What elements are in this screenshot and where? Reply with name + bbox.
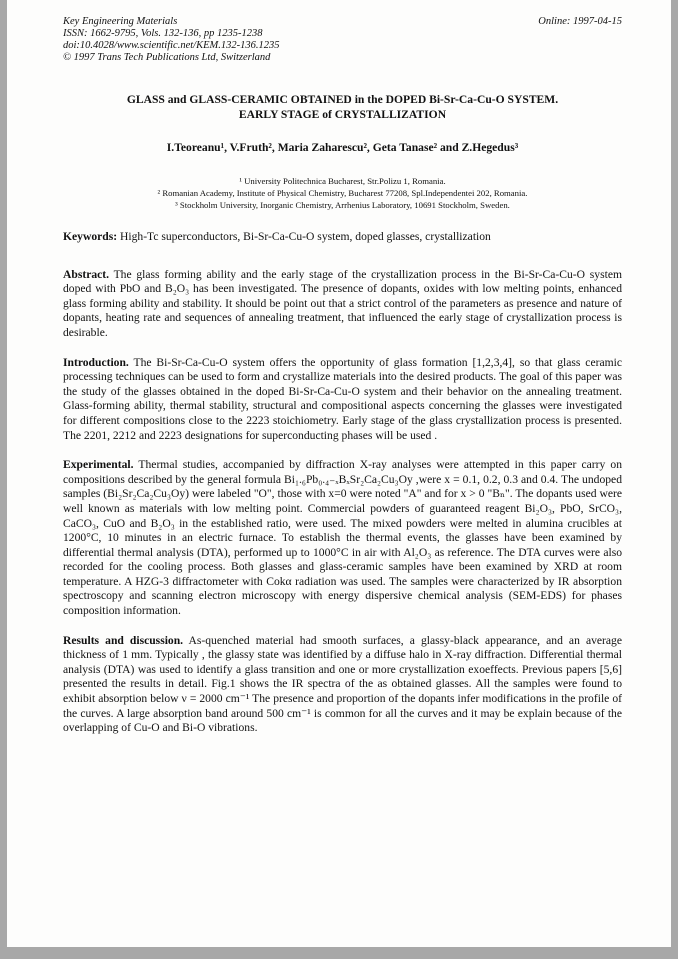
paper-title-line-1: GLASS and GLASS-CERAMIC OBTAINED in the DOPED Bi-Sr-Ca-Cu-O SYSTEM.: [126, 93, 559, 106]
section-text-experimental: Thermal studies, accompanied by diffraction X-ray analyses were attempted in this paper carry on compositions described by the general formula Bi₁.₆Pb₀.₄₋ₓBₓSr₂Ca₂Cu₃Oy ,were x = 0.1, 0.2, 0.3 and 0.4. The undoped samples (Bi₂Sr₂Ca₂Cu₃Oy) were labeled "O", those with x=0 were noted "A" and for x > 0 "Bₙ". The dopants used were well known as materials with low melting point. Commercial powders of guaranteed reagent Bi₂O₃, PbO, SrCO₃, CaCO₃, CuO and B₂O₃ in the established ratio, were used. The mixed powders were melted in alumina crucibles at 1200°C, 10 minutes in an electric furnace. To establish the thermal events, the glasses have been examined by differential thermal analysis (DTA), performed up to 1000°C in air with Al₂O₃ as reference. The DTA curves were also recorded for the cooling process. Both glasses and glass-ceramic samples have been examined by XRD at room temperature. A HZG-3 diffractometer with Cokα radiation was used. The samples were characterized by IR absorption spectroscopy and scanning electron microscopy with energy dispersive chemical analysis (SEM-EDS) for phases composition information.: [63, 458, 622, 618]
section-text-abstract: The glass forming ability and the early stage of the crystallization process in the Bi-Sr-Ca-Cu-O system doped with PbO and B₂O₃ has been investigated. The presence of dopants, oxides with low melting points, enhanced glass forming ability and stability. It should be point out that a strict control of the parameters as presence and nature of dopants, heating rate and sequences of annealing treatment, that influenced the early stage of crystallization process is desirable.: [63, 267, 622, 339]
section-experimental: [63, 458, 622, 619]
section-abstract: [63, 268, 622, 341]
journal-header-left: [63, 16, 280, 64]
section-introduction: [63, 356, 622, 444]
keywords-text: High-Tc superconductors, Bi-Sr-Ca-Cu-O system, doped glasses, crystallization: [117, 230, 491, 243]
authors-line: I.Teoreanu¹, V.Fruth², Maria Zaharescu², Geta Tanase² and Z.Hegedus³: [166, 141, 519, 154]
journal-header: [63, 16, 622, 64]
affiliation-3: ³ Stockholm University, Inorganic Chemistry, Arrhenius Laboratory, 10691 Stockholm, Sweden.: [175, 200, 510, 210]
section-text-introduction: The Bi-Sr-Ca-Cu-O system offers the opportunity of glass formation [1,2,3,4], so that glass ceramic processing techniques can be used to form and crystallize materials into the desired products. The goal of this paper was the study of the glasses obtained in the doped Bi-Sr-Ca-Cu-O system and their behavior on the annealing treatment. Glass-forming ability, thermal stability, structural and compositional aspects concerning the glasses were investigated for different compositions close to the 2223 stoichiometry. Early stage of the glass crystallization process is presented. The 2201, 2212 and 2223 designations for superconducting phases will be used .: [63, 355, 622, 442]
paper-page: [7, 0, 671, 947]
affiliation-1: ¹ University Politechnica Bucharest, Str.Polizu 1, Romania.: [239, 176, 446, 186]
journal-title: Key Engineering Materials: [63, 16, 178, 27]
doi-line: doi:10.4028/www.scientific.net/KEM.132-136.1235: [63, 40, 280, 51]
section-heading-results: Results and discussion.: [63, 633, 184, 647]
paper-title-line-2: EARLY STAGE of CRYSTALLIZATION: [238, 108, 447, 121]
section-heading-abstract: Abstract.: [63, 267, 110, 281]
section-heading-experimental: Experimental.: [63, 458, 134, 472]
affiliations-block: [63, 175, 622, 211]
section-results: [63, 634, 622, 736]
keywords-label: Keywords:: [63, 230, 118, 243]
affiliation-2: ² Romanian Academy, Institute of Physical Chemistry, Bucharest 77208, Spl.Independentei 202, Romania.: [157, 188, 528, 198]
section-heading-introduction: Introduction.: [63, 355, 129, 369]
section-text-results: As-quenched material had smooth surfaces, a glassy-black appearance, and an average thickness of 1 mm. Typically , the glassy state was identified by a diffuse halo in X-ray diffraction. Differential thermal analysis (DTA) was used to identify a glass transition and one or more crystallization exoeffects. Previous papers [5,6] presented the results in detail. Fig.1 shows the IR spectra of the as obtained glasses. All the samples were found to exhibit absorption below ν = 2000 cm⁻¹ The presence and proportion of the dopants infer modifications in the profile of the curves. A large absorption band around 500 cm⁻¹ is common for all the curves and it may be explain because of the overlapping of Cu-O and Bi-O vibrations.: [63, 633, 622, 735]
keywords-line: [63, 230, 622, 245]
paper-title: [63, 92, 622, 122]
online-date: Online: 1997-04-15: [538, 16, 622, 27]
issn-line: ISSN: 1662-9795, Vols. 132-136, pp 1235-1238: [63, 28, 263, 39]
copyright-line: © 1997 Trans Tech Publications Ltd, Switzerland: [63, 52, 271, 63]
